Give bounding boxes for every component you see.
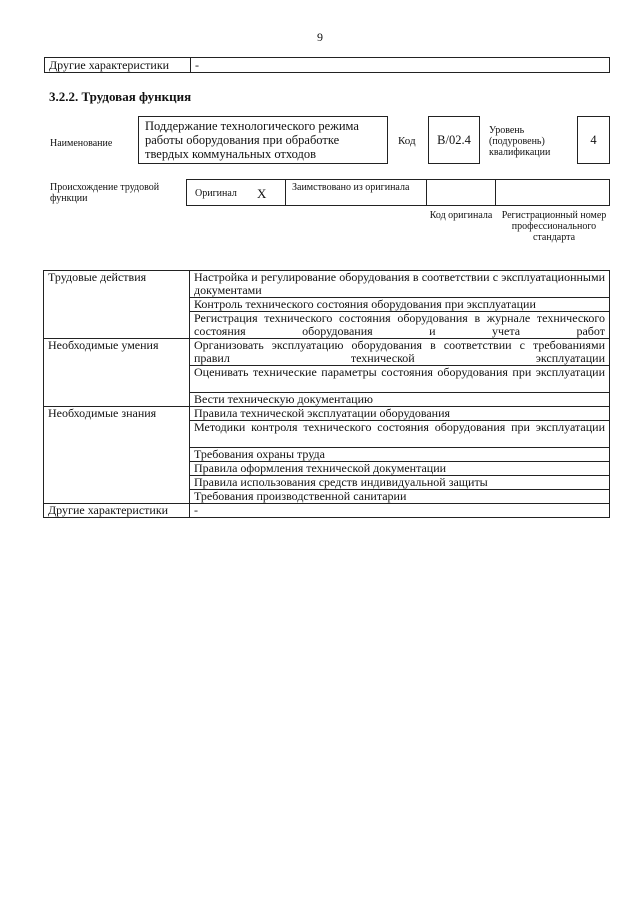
borrowed-label: Заимствовано из оригинала — [292, 182, 410, 193]
table-row — [44, 504, 610, 518]
group-title: Необходимые знания — [44, 407, 190, 504]
code-label: Код — [398, 135, 416, 147]
code-caption: Код оригинала — [429, 210, 493, 221]
origin-label: Происхождение трудовой функции — [50, 182, 160, 204]
reg-number-cell — [495, 179, 610, 206]
table-row — [44, 339, 610, 366]
level-label: Уровень (подуровень) квалификации — [489, 125, 551, 158]
name-label: Наименование — [50, 138, 113, 149]
original-code-cell — [426, 179, 496, 206]
list-item: Контроль технического состояния оборудования при эксплуатации — [190, 298, 610, 312]
function-details-table — [43, 270, 610, 518]
code-value: B/02.4 — [428, 116, 480, 164]
list-item: Правила технической эксплуатации оборудования — [190, 407, 610, 421]
other-value: - — [190, 504, 610, 518]
top-other-label: Другие характеристики — [45, 58, 191, 73]
original-cell — [186, 179, 286, 206]
list-item: Правила использования средств индивидуальной защиты — [190, 476, 610, 490]
name-value: Поддержание технологического режима работы оборудования при обработке твердых коммунальных отходов — [138, 116, 388, 164]
list-item: Оценивать технические параметры состояния оборудования при эксплуатации — [190, 366, 610, 393]
original-label: Оригинал — [195, 188, 237, 199]
list-item: Регистрация технического состояния оборудования в журнале технического состояния оборудования и учета работ — [190, 312, 610, 339]
other-label: Другие характеристики — [44, 504, 190, 518]
top-other-characteristics-table — [44, 57, 610, 73]
section-title: 3.2.2. Трудовая функция — [49, 89, 192, 104]
group-title: Трудовые действия — [44, 271, 190, 339]
level-value: 4 — [577, 116, 610, 164]
group-title: Необходимые умения — [44, 339, 190, 407]
list-item: Методики контроля технического состояния оборудования при эксплуатации — [190, 421, 610, 448]
original-mark: X — [257, 186, 267, 201]
list-item: Требования охраны труда — [190, 448, 610, 462]
list-item: Требования производственной санитарии — [190, 490, 610, 504]
table-row — [44, 271, 610, 298]
table-row — [44, 407, 610, 421]
borrowed-cell — [285, 179, 427, 206]
list-item: Вести техническую документацию — [190, 393, 610, 407]
list-item: Правила оформления технической документации — [190, 462, 610, 476]
list-item: Организовать эксплуатацию оборудования в соответствии с требованиями правил технической эксплуатации — [190, 339, 610, 366]
reg-caption: Регистрационный номер профессионального стандарта — [501, 210, 607, 243]
list-item: Настройка и регулирование оборудования в соответствии с эксплуатационными документами — [190, 271, 610, 298]
top-other-value: - — [191, 58, 610, 73]
page-number: 9 — [317, 30, 323, 44]
